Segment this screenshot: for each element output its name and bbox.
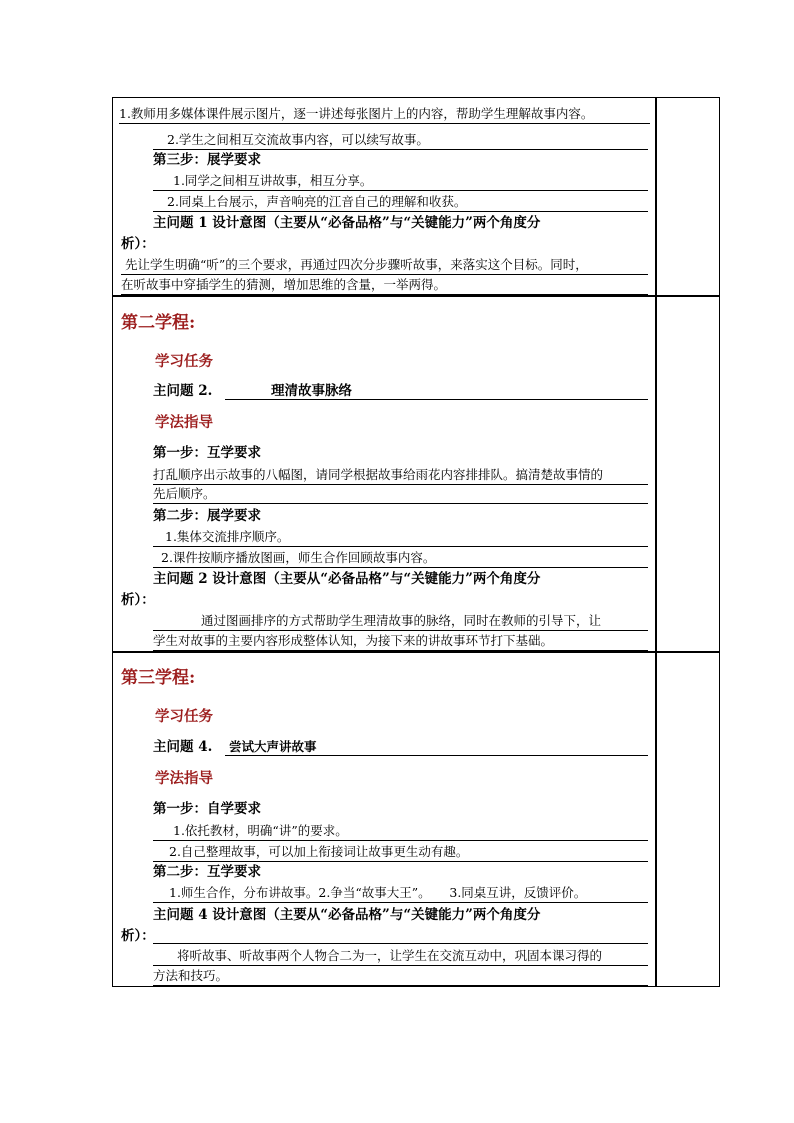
b2-design-a: 主问题 2 设计意图（主要从“必备品格”与“关键能力”两个角度分 <box>153 571 541 587</box>
b2-topic-label: 主问题 2. <box>153 383 213 399</box>
b3-topic-text: 尝试大声讲故事 <box>229 739 317 754</box>
b3-design-b: 析）： <box>121 928 155 944</box>
b3-step2: 第二步：互学要求 <box>153 864 261 880</box>
b3-design-d: 方法和技巧。 <box>153 967 648 986</box>
b3-title: 第三学程: <box>121 668 196 688</box>
b2-design-b: 析）： <box>121 592 155 608</box>
row-divider-1 <box>113 295 719 297</box>
column-divider <box>655 98 657 986</box>
b2-step1: 第一步：互学要求 <box>153 445 261 461</box>
b2-design-d: 学生对故事的主要内容形成整体认知，为接下来的讲故事环节打下基础。 <box>153 632 648 651</box>
b3-topic <box>153 738 648 758</box>
b3-step1: 第一步：自学要求 <box>153 801 261 817</box>
b1-design-d: 在听故事中穿插学生的猜测，增加思维的含量，一举两得。 <box>121 276 648 295</box>
b2-s1-b: 先后顺序。 <box>153 485 648 504</box>
b2-s2-1: 1.集体交流排序顺序。 <box>153 528 648 547</box>
b1-step3: 第三步：展学要求 <box>153 152 261 168</box>
b2-s2-2: 2.课件按顺序播放图画，师生合作回顾故事内容。 <box>153 549 648 568</box>
b2-topic-text: 理清故事脉络 <box>271 383 352 399</box>
b3-topic-label: 主问题 4. <box>153 739 213 755</box>
b3-s2-1: 1.师生合作，分布讲故事。2.争当“故事大王”。 3.同桌互讲，反馈评价。 <box>153 884 648 903</box>
b3-design-a: 主问题 4 设计意图（主要从“必备品格”与“关键能力”两个角度分 <box>153 907 541 923</box>
b3-design-blank <box>153 925 648 944</box>
lesson-table <box>112 97 720 987</box>
b1-s3-2: 2.同桌上台展示，声音响亮的江音自己的理解和收获。 <box>153 193 648 212</box>
row-divider-2 <box>113 651 719 653</box>
b2-topic <box>153 382 648 402</box>
b1-design-b: 析）： <box>121 236 155 252</box>
b1-s3-1: 1.同学之间相互讲故事，相互分享。 <box>153 172 648 191</box>
b2-task: 学习任务 <box>155 353 213 370</box>
b1-design-a: 主问题 1 设计意图（主要从“必备品格”与“关键能力”两个角度分 <box>153 215 541 231</box>
b3-design-c: 将听故事、听故事两个人物合二为一，让学生在交流互动中，巩固本课习得的 <box>153 947 648 966</box>
b2-title: 第二学程: <box>121 313 196 333</box>
b2-guide: 学法指导 <box>155 414 213 431</box>
b3-s1-1: 1.依托教材，明确“讲”的要求。 <box>153 822 648 841</box>
b3-guide: 学法指导 <box>155 770 213 787</box>
b2-design-c: 通过图画排序的方式帮助学生理清故事的脉络，同时在教师的引导下，让 <box>153 612 648 631</box>
b1-line1: 1.教师用多媒体课件展示图片，逐一讲述每张图片上的内容，帮助学生理解故事内容。 <box>119 105 650 124</box>
b2-s1-a: 打乱顺序出示故事的八幅图，请同学根据故事给雨花内容排排队。搞清楚故事情的 <box>153 466 648 485</box>
b3-s1-2: 2.自己整理故事，可以加上衔接词让故事更生动有趣。 <box>153 843 648 862</box>
b1-line2: 2.学生之间相互交流故事内容，可以续写故事。 <box>153 131 648 150</box>
b1-design-c: 先让学生明确“听”的三个要求，再通过四次分步骤听故事，来落实这个目标。同时， <box>121 256 648 275</box>
b3-task: 学习任务 <box>155 708 213 725</box>
b2-step2: 第二步：展学要求 <box>153 508 261 524</box>
